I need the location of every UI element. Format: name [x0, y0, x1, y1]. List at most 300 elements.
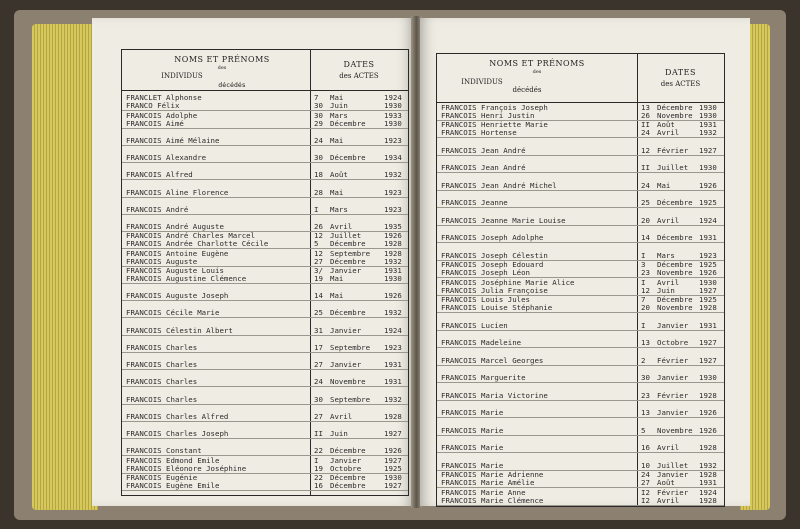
death-day: 26 — [314, 222, 323, 232]
death-day: II — [641, 120, 650, 130]
decedent-name: FRANCOIS Charles — [126, 342, 198, 352]
header-noms-prenoms: NOMS ET PRÉNOMS — [174, 55, 270, 64]
record-row — [122, 474, 408, 491]
death-day: 12 — [641, 285, 650, 295]
death-year: 1927 — [699, 285, 717, 295]
record-row — [437, 383, 724, 401]
death-month: Avril — [330, 411, 353, 421]
death-month: Janvier — [657, 373, 689, 383]
record-row — [437, 488, 724, 506]
death-day: 16 — [314, 480, 323, 490]
death-month: Janvier — [657, 320, 689, 330]
death-day: 25 — [641, 198, 650, 208]
death-month: Février — [657, 145, 689, 155]
death-month: Décembre — [330, 480, 366, 490]
record-row — [437, 138, 724, 156]
death-year: 1928 — [699, 495, 717, 505]
decedent-name: FRANCOIS Marcel Georges — [441, 355, 544, 365]
decedent-name: FRANCOIS Marie — [441, 460, 504, 470]
death-year: 1926 — [699, 268, 717, 278]
decedent-name: FRANCOIS Eléonore Joséphine — [126, 463, 247, 473]
death-month: Décembre — [330, 472, 366, 482]
decedent-name: FRANCOIS Auguste — [126, 256, 198, 266]
death-day: 24 — [641, 180, 650, 190]
death-year: 1925 — [699, 295, 717, 305]
death-month: Août — [657, 120, 675, 130]
death-day: 30 — [641, 373, 650, 383]
record-row — [122, 180, 408, 197]
death-year: 1923 — [384, 187, 402, 197]
decedent-name: FRANCOIS Maria Victorine — [441, 390, 548, 400]
death-day: 2 — [641, 355, 646, 365]
record-row — [437, 191, 724, 209]
decedent-name: FRANCOIS Célestin Albert — [126, 325, 233, 335]
death-year: 1924 — [384, 93, 402, 103]
death-year: 1924 — [384, 325, 402, 335]
death-day: 27 — [314, 411, 323, 421]
decedent-name: FRANCOIS Marie Amélie — [441, 478, 535, 488]
death-month: Septembre — [330, 342, 371, 352]
death-year: 1930 — [384, 472, 402, 482]
record-row — [437, 261, 724, 279]
decedent-name: FRANCOIS Charles — [126, 377, 198, 387]
death-month: Octobre — [330, 463, 362, 473]
death-year: 1930 — [699, 102, 717, 112]
record-row — [122, 163, 408, 180]
record-row — [122, 129, 408, 146]
death-month: Décembre — [330, 153, 366, 163]
death-year: 1923 — [384, 135, 402, 145]
death-day: 7 — [314, 93, 319, 103]
record-row — [122, 232, 408, 249]
row-separator — [122, 490, 408, 491]
death-day: I — [641, 250, 646, 260]
record-row — [122, 422, 408, 439]
death-day: 16 — [641, 443, 650, 453]
death-day: II — [314, 429, 323, 439]
decedent-name: FRANCOIS Charles — [126, 394, 198, 404]
decedent-name: FRANCOIS Marie — [441, 425, 504, 435]
right-page — [420, 18, 750, 506]
decedent-name: FRANCO Félix — [126, 101, 180, 111]
death-day: I — [314, 455, 319, 465]
record-row — [437, 418, 724, 436]
decedent-name: FRANCOIS Jeanne — [441, 198, 508, 208]
death-month: Mars — [657, 250, 675, 260]
death-month: Avril — [657, 443, 680, 453]
record-row — [122, 353, 408, 370]
record-row — [437, 313, 724, 331]
death-month: Décembre — [330, 239, 366, 249]
death-month: Janvier — [330, 455, 362, 465]
death-day: 30 — [314, 394, 323, 404]
decedent-name: FRANCOIS Aimé — [126, 118, 184, 128]
death-year: 1931 — [699, 233, 717, 243]
death-month: Novembre — [657, 425, 693, 435]
decedent-name: FRANCOIS Louis Jules — [441, 295, 530, 305]
decedent-name: FRANCOIS Edmond Emile — [126, 455, 220, 465]
death-year: 1934 — [384, 153, 402, 163]
record-row — [122, 387, 408, 404]
decedent-name: FRANCOIS Louise Stéphanie — [441, 303, 553, 313]
death-day: II — [641, 163, 650, 173]
death-day: 18 — [314, 170, 323, 180]
death-day: 30 — [314, 153, 323, 163]
death-day: 14 — [641, 233, 650, 243]
decedent-name: FRANCOIS Alfred — [126, 170, 193, 180]
record-row — [122, 198, 408, 215]
death-month: Décembre — [657, 102, 693, 112]
header-individus: INDIVIDUS — [161, 72, 203, 80]
record-row — [437, 278, 724, 296]
death-day: 20 — [641, 303, 650, 313]
death-year: 1930 — [699, 373, 717, 383]
death-month: Avril — [657, 277, 680, 287]
death-day: 23 — [641, 268, 650, 278]
decedent-name: FRANCLET Alphonse — [126, 93, 202, 103]
death-year: 1927 — [699, 355, 717, 365]
decedent-name: FRANCOIS Augustine Clémence — [126, 273, 247, 283]
death-day: 23 — [641, 390, 650, 400]
record-row — [437, 243, 724, 261]
death-day: 12 — [314, 231, 323, 241]
death-year: 1924 — [699, 487, 717, 497]
decedent-name: FRANCOIS André — [126, 204, 189, 214]
death-day: 3/ — [314, 265, 323, 275]
death-year: 1931 — [384, 360, 402, 370]
death-month: Novembre — [657, 110, 693, 120]
death-day: 30 — [314, 101, 323, 111]
decedent-name: FRANCOIS Jean André Michel — [441, 180, 557, 190]
death-year: 1930 — [699, 277, 717, 287]
decedent-name: FRANCOIS Hortense — [441, 128, 517, 138]
death-day: 27 — [314, 360, 323, 370]
death-month: Février — [657, 487, 689, 497]
header-decedes: décédés — [218, 81, 246, 89]
death-year: 1930 — [384, 273, 402, 283]
death-month: Septembre — [330, 248, 371, 258]
death-year: 1925 — [384, 463, 402, 473]
death-month: Décembre — [330, 308, 366, 318]
death-month: Décembre — [330, 446, 366, 456]
death-year: 1928 — [699, 390, 717, 400]
death-month: Juillet — [657, 163, 689, 173]
left-page — [92, 18, 413, 506]
death-day: 17 — [314, 342, 323, 352]
decedent-name: FRANCOIS Alexandre — [126, 153, 207, 163]
death-month: Janvier — [330, 360, 362, 370]
death-day: I — [314, 204, 319, 214]
death-year: 1928 — [384, 411, 402, 421]
death-month: Janvier — [657, 408, 689, 418]
death-month: Janvier — [657, 470, 689, 480]
decedent-name: FRANCOIS André Charles Marcel — [126, 231, 256, 241]
decedent-name: FRANCOIS Marie — [441, 443, 504, 453]
death-day: 27 — [641, 478, 650, 488]
decedent-name: FRANCOIS Jean André — [441, 163, 526, 173]
record-row — [122, 456, 408, 473]
header-decedes: décédés — [512, 86, 542, 94]
decedent-name: FRANCOIS Joséphine Marie Alice — [441, 277, 575, 287]
death-year: 1931 — [699, 120, 717, 130]
death-year: 1925 — [699, 260, 717, 270]
death-month: Décembre — [657, 198, 693, 208]
death-year: 1927 — [384, 455, 402, 465]
death-day: I — [641, 277, 646, 287]
death-year: 1928 — [699, 470, 717, 480]
death-day: 13 — [641, 408, 650, 418]
death-month: Décembre — [657, 260, 693, 270]
death-year: 1932 — [384, 170, 402, 180]
decedent-name: FRANCOIS Jeanne Marie Louise — [441, 215, 566, 225]
death-year: 1925 — [699, 198, 717, 208]
death-year: 1932 — [699, 460, 717, 470]
decedent-name: FRANCOIS Charles Alfred — [126, 411, 229, 421]
record-row — [437, 471, 724, 489]
death-year: 1935 — [384, 222, 402, 232]
death-month: Novembre — [657, 303, 693, 313]
death-year: 1930 — [384, 118, 402, 128]
decedent-name: FRANCOIS François Joseph — [441, 102, 548, 112]
death-day: 19 — [314, 463, 323, 473]
decedent-name: FRANCOIS Marie — [441, 408, 504, 418]
death-year: 1926 — [699, 408, 717, 418]
decedent-name: FRANCOIS Julia Françoise — [441, 285, 548, 295]
header-des: des — [217, 65, 227, 71]
death-month: Décembre — [657, 295, 693, 305]
decedent-name: FRANCOIS Henri Justin — [441, 110, 535, 120]
death-month: Février — [657, 355, 689, 365]
decedent-name: FRANCOIS Marie Clémence — [441, 495, 544, 505]
record-row — [122, 146, 408, 163]
decedent-name: FRANCOIS Charles — [126, 360, 198, 370]
death-year: 1928 — [384, 248, 402, 258]
row-separator — [437, 505, 724, 506]
death-day: 5 — [641, 425, 646, 435]
death-month: Avril — [657, 128, 680, 138]
death-year: 1930 — [384, 101, 402, 111]
death-year: 1931 — [384, 377, 402, 387]
death-month: Août — [657, 478, 675, 488]
death-day: 24 — [314, 377, 323, 387]
death-year: 1924 — [699, 215, 717, 225]
header-des-actes: des ACTES — [339, 72, 379, 80]
header-dates: DATES — [665, 68, 696, 77]
death-month: Mars — [330, 204, 348, 214]
record-row — [122, 336, 408, 353]
header-divider — [122, 90, 408, 91]
death-day: 13 — [641, 338, 650, 348]
death-year: 1930 — [699, 110, 717, 120]
death-day: 7 — [641, 295, 646, 305]
death-day: 24 — [641, 128, 650, 138]
death-year: 1927 — [699, 338, 717, 348]
decedent-name: FRANCOIS Jean André — [441, 145, 526, 155]
death-day: 5 — [314, 239, 319, 249]
death-day: 10 — [641, 460, 650, 470]
decedent-name: FRANCOIS Auguste Joseph — [126, 291, 229, 301]
death-day: 22 — [314, 446, 323, 456]
death-day: I2 — [641, 495, 650, 505]
death-month: Janvier — [330, 265, 362, 275]
death-year: 1932 — [384, 308, 402, 318]
register-table-left — [121, 49, 409, 496]
record-row — [437, 401, 724, 419]
record-row — [122, 284, 408, 301]
death-day: 12 — [314, 248, 323, 258]
header-dates: DATES — [343, 60, 375, 69]
death-year: 1931 — [699, 320, 717, 330]
header-des-actes: des ACTES — [660, 80, 701, 88]
decedent-name: FRANCOIS André Auguste — [126, 222, 224, 232]
death-day: 28 — [314, 187, 323, 197]
death-day: 3 — [641, 260, 646, 270]
death-year: 1928 — [699, 303, 717, 313]
death-year: 1927 — [384, 480, 402, 490]
death-month: Juillet — [657, 460, 689, 470]
death-month: Avril — [330, 222, 353, 232]
record-row — [122, 318, 408, 335]
decedent-name: FRANCOIS Madeleine — [441, 338, 522, 348]
death-day: 31 — [314, 325, 323, 335]
death-year: 1931 — [384, 265, 402, 275]
decedent-name: FRANCOIS Aline Florence — [126, 187, 229, 197]
death-year: 1931 — [699, 478, 717, 488]
record-row — [437, 296, 724, 314]
death-month: Mai — [330, 135, 344, 145]
header-noms-prenoms: NOMS ET PRÉNOMS — [489, 59, 585, 68]
decedent-name: FRANCOIS Charles Joseph — [126, 429, 229, 439]
page-edges-left — [32, 24, 98, 510]
death-month: Décembre — [330, 256, 366, 266]
decedent-name: FRANCOIS Henriette Marie — [441, 120, 548, 130]
decedent-name: FRANCOIS Marie Anne — [441, 487, 526, 497]
record-row — [437, 436, 724, 454]
record-row — [437, 156, 724, 174]
death-year: 1923 — [699, 250, 717, 260]
header-des: des — [532, 69, 542, 75]
record-row — [122, 267, 408, 284]
decedent-name: FRANCOIS Joseph Célestin — [441, 250, 548, 260]
death-year: 1926 — [384, 291, 402, 301]
death-month: Mai — [330, 93, 344, 103]
death-day: 25 — [314, 308, 323, 318]
death-day: 24 — [641, 470, 650, 480]
decedent-name: FRANCOIS Adolphe — [126, 110, 198, 120]
death-month: Juin — [330, 101, 348, 111]
death-month: Septembre — [330, 394, 371, 404]
death-year: 1933 — [384, 110, 402, 120]
death-month: Février — [657, 390, 689, 400]
death-year: 1932 — [384, 256, 402, 266]
death-year: 1927 — [699, 145, 717, 155]
death-day: 14 — [314, 291, 323, 301]
death-month: Mai — [330, 273, 344, 283]
record-row — [437, 226, 724, 244]
decedent-name: FRANCOIS Marie Adrienne — [441, 470, 544, 480]
record-row — [122, 439, 408, 456]
death-day: 26 — [641, 110, 650, 120]
death-year: 1928 — [699, 443, 717, 453]
death-month: Août — [330, 170, 348, 180]
decedent-name: FRANCOIS Antoine Eugène — [126, 248, 229, 258]
record-row — [437, 366, 724, 384]
record-row — [437, 208, 724, 226]
death-year: 1926 — [699, 180, 717, 190]
death-month: Octobre — [657, 338, 689, 348]
decedent-name: FRANCOIS Joseph Léon — [441, 268, 530, 278]
death-year: 1932 — [699, 128, 717, 138]
death-month: Juin — [657, 285, 675, 295]
death-month: Décembre — [330, 118, 366, 128]
death-year: 1923 — [384, 342, 402, 352]
decedent-name: FRANCOIS Andrée Charlotte Cécile — [126, 239, 269, 249]
death-month: Mars — [330, 110, 348, 120]
death-year: 1928 — [384, 239, 402, 249]
death-month: Janvier — [330, 325, 362, 335]
decedent-name: FRANCOIS Eugénie — [126, 472, 198, 482]
death-year: 1930 — [699, 163, 717, 173]
record-row — [437, 331, 724, 349]
record-row — [437, 121, 724, 139]
record-row — [437, 173, 724, 191]
death-day: I — [641, 320, 646, 330]
death-day: 12 — [641, 145, 650, 155]
decedent-name: FRANCOIS Aimé Mélaine — [126, 135, 220, 145]
death-year: 1927 — [384, 429, 402, 439]
death-year: 1923 — [384, 204, 402, 214]
decedent-name: FRANCOIS Eugène Emile — [126, 480, 220, 490]
record-row — [437, 348, 724, 366]
decedent-name: FRANCOIS Constant — [126, 446, 202, 456]
decedent-name: FRANCOIS Marguerite — [441, 373, 526, 383]
death-day: 29 — [314, 118, 323, 128]
death-month: Novembre — [330, 377, 366, 387]
decedent-name: FRANCOIS Joseph Adolphe — [441, 233, 544, 243]
death-month: Novembre — [657, 268, 693, 278]
death-year: 1926 — [384, 446, 402, 456]
death-day: 19 — [314, 273, 323, 283]
record-row — [122, 94, 408, 111]
decedent-name: FRANCOIS Lucien — [441, 320, 508, 330]
death-month: Mai — [330, 291, 344, 301]
record-row — [122, 249, 408, 266]
header-individus: INDIVIDUS — [461, 78, 503, 86]
record-row — [122, 370, 408, 387]
death-day: 30 — [314, 110, 323, 120]
death-month: Mai — [330, 187, 344, 197]
death-year: 1926 — [699, 425, 717, 435]
death-month: Juillet — [330, 231, 362, 241]
death-month: Décembre — [657, 233, 693, 243]
death-day: 24 — [314, 135, 323, 145]
register-table-right — [436, 53, 725, 507]
death-day: I2 — [641, 487, 650, 497]
death-day: 20 — [641, 215, 650, 225]
death-year: 1926 — [384, 231, 402, 241]
death-day: 13 — [641, 102, 650, 112]
death-day: 22 — [314, 472, 323, 482]
record-row — [122, 405, 408, 422]
record-row — [437, 453, 724, 471]
decedent-name: FRANCOIS Joseph Edouard — [441, 260, 544, 270]
record-row — [437, 103, 724, 121]
record-row — [122, 111, 408, 128]
record-row — [122, 301, 408, 318]
death-month: Mai — [657, 180, 671, 190]
decedent-name: FRANCOIS Cécile Marie — [126, 308, 220, 318]
death-year: 1932 — [384, 394, 402, 404]
